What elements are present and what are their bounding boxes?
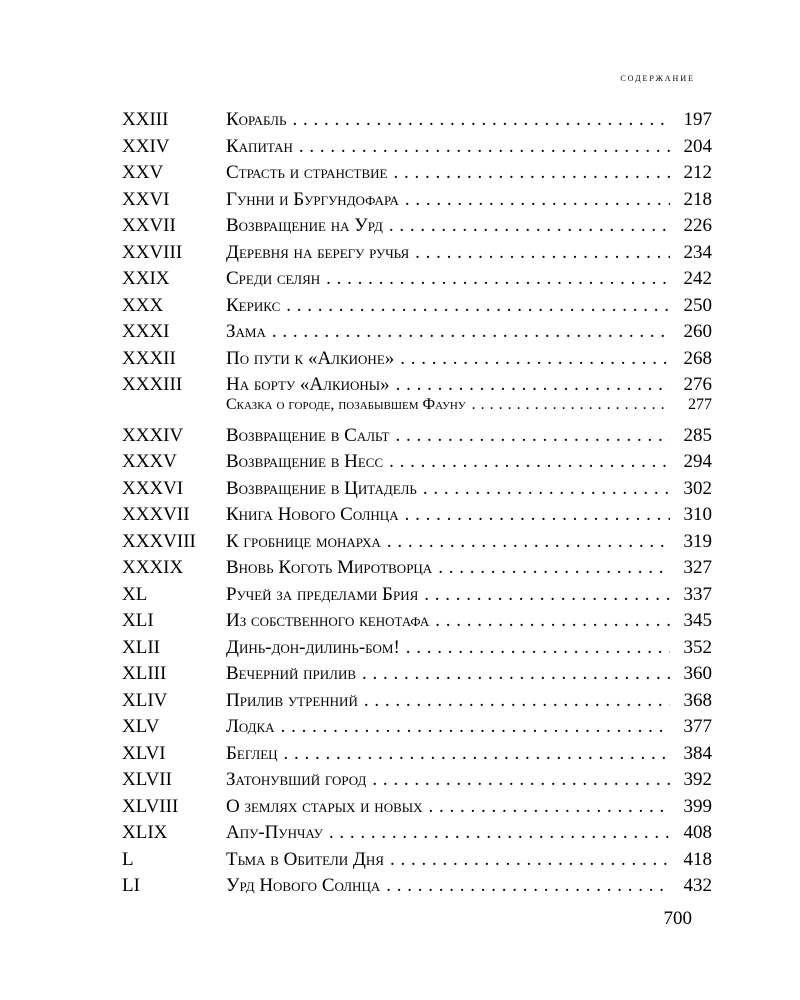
chapter-number: XXXVI (122, 477, 184, 499)
chapter-page: 337 (683, 583, 712, 605)
chapter-title-cell (226, 266, 670, 293)
chapter-page: 260 (683, 321, 712, 342)
chapter-page: 384 (683, 742, 712, 764)
toc-entry (122, 346, 712, 373)
toc-entry (122, 502, 712, 529)
toc-entry (122, 187, 712, 214)
chapter-page: 302 (683, 477, 712, 499)
chapter-page: 197 (683, 109, 712, 130)
toc-entry (122, 582, 712, 609)
dot-leader (299, 134, 670, 161)
chapter-title: Возвращение в Несс (226, 451, 384, 472)
toc-entry (122, 767, 712, 794)
chapter-title: Сказка о городе, позабывшем Фауну (226, 395, 466, 413)
chapter-title: О землях старых и новых (226, 795, 423, 817)
chapter-title: Керикс (226, 294, 281, 316)
dot-leader (364, 688, 670, 715)
chapter-number: XL (122, 583, 148, 605)
running-head: содержание (620, 70, 695, 84)
dot-leader (386, 873, 670, 900)
toc-entry (122, 423, 712, 450)
chapter-number: XXIX (122, 268, 170, 289)
chapter-title-cell (226, 476, 670, 503)
chapter-title-cell (226, 714, 670, 741)
chapter-number: XLI (122, 610, 154, 631)
chapter-number: XXXIX (122, 557, 184, 578)
chapter-number: XXVIII (122, 241, 183, 263)
chapter-number: L (122, 848, 134, 870)
chapter-title: Из собственного кенотафа (226, 610, 430, 631)
chapter-page: 268 (683, 347, 712, 369)
dot-leader (428, 794, 670, 821)
dot-leader (362, 661, 670, 688)
chapter-page: 242 (683, 268, 712, 289)
toc-entry (122, 688, 712, 715)
chapter-title-cell (226, 582, 670, 609)
chapter-title-cell (226, 134, 670, 161)
chapter-title-cell (226, 187, 670, 214)
toc-entry (122, 449, 712, 476)
chapter-title: Беглец (226, 742, 278, 764)
chapter-title-cell (226, 873, 670, 900)
chapter-number: XXIII (122, 109, 169, 130)
dot-leader (406, 635, 670, 662)
chapter-title: Ручей за пределами Брия (226, 583, 419, 605)
chapter-page: 226 (683, 215, 712, 236)
chapter-title-cell (226, 635, 670, 662)
chapter-title-cell (226, 213, 670, 240)
chapter-title-cell (226, 555, 670, 582)
chapter-title: Лодка (226, 716, 275, 737)
chapter-title: К гробнице монарха (226, 530, 381, 552)
chapter-page: 212 (683, 162, 712, 183)
chapter-page: 377 (683, 716, 712, 737)
chapter-number: XLVI (122, 742, 166, 764)
chapter-title: Вечерний прилив (226, 663, 357, 684)
chapter-number: XXV (122, 162, 164, 183)
chapter-title: Динь-дон-дилинь-бом! (226, 636, 400, 658)
toc-entry (122, 213, 712, 240)
chapter-title-cell (226, 661, 670, 688)
chapter-page: 277 (688, 395, 712, 413)
toc-entry (122, 476, 712, 503)
chapter-title-cell (226, 688, 670, 715)
chapter-title: Прилив утренний (226, 689, 358, 711)
chapter-title: Вновь Коготь Миротворца (226, 557, 433, 578)
toc-entry (122, 293, 712, 320)
chapter-number: XXVI (122, 188, 170, 210)
chapter-title: Возвращение на Урд (226, 215, 383, 236)
chapter-number: XXXIII (122, 374, 183, 395)
dot-leader (286, 293, 670, 320)
chapter-number: XXXV (122, 451, 177, 472)
chapter-title-cell (226, 767, 670, 794)
chapter-page: 327 (683, 557, 712, 578)
chapter-number: XLIII (122, 663, 167, 684)
chapter-number: XLV (122, 716, 160, 737)
chapter-page: 276 (683, 374, 712, 395)
chapter-title: Среди селян (226, 268, 321, 289)
chapter-title: Капитан (226, 135, 293, 157)
chapter-title-cell (226, 794, 670, 821)
chapter-number: XLVIII (122, 795, 179, 817)
dot-leader (281, 714, 670, 741)
chapter-page: 352 (683, 636, 712, 658)
dot-leader (390, 847, 670, 874)
chapter-page: 392 (683, 769, 712, 790)
chapter-page: 418 (683, 848, 712, 870)
toc-entry (122, 319, 712, 346)
chapter-page: 250 (683, 294, 712, 316)
chapter-title-cell (226, 240, 670, 267)
chapter-page: 345 (683, 610, 712, 631)
chapter-title: Возвращение в Цитадель (226, 477, 417, 499)
dot-leader (272, 319, 670, 346)
chapter-title: Книга Нового Солнца (226, 504, 399, 525)
toc-entry (122, 820, 712, 847)
chapter-title: Зама (226, 321, 266, 342)
chapter-title-cell (226, 394, 670, 416)
dot-leader (405, 187, 670, 214)
dot-leader (389, 213, 670, 240)
chapter-page: 399 (683, 795, 712, 817)
chapter-title: Возвращение в Сальт (226, 424, 390, 446)
chapter-number: XXXII (122, 347, 176, 369)
chapter-page: 432 (683, 875, 712, 896)
chapter-title: По пути к «Алкионе» (226, 347, 395, 369)
dot-leader (329, 820, 670, 847)
dot-leader (405, 502, 670, 529)
dot-leader (472, 394, 670, 416)
chapter-number: XLIV (122, 689, 168, 711)
toc-entry (122, 608, 712, 635)
chapter-title-cell (226, 293, 670, 320)
chapter-title-cell (226, 820, 670, 847)
chapter-title-cell (226, 741, 670, 768)
dot-leader (395, 423, 670, 450)
chapter-number: XLIX (122, 822, 168, 843)
toc-entry (122, 741, 712, 768)
toc-entry (122, 794, 712, 821)
dot-leader (438, 555, 670, 582)
chapter-number: LI (122, 875, 140, 896)
chapter-title-cell (226, 346, 670, 373)
chapter-title: Гунни и Бургундофара (226, 188, 399, 210)
chapter-title: На борту «Алкионы» (226, 374, 390, 395)
toc-entry (122, 160, 712, 187)
chapter-number: XXIV (122, 135, 170, 157)
dot-leader (424, 582, 670, 609)
dot-leader (292, 107, 670, 134)
chapter-title: Апу-Пунчау (226, 822, 323, 843)
table-of-contents (122, 107, 712, 900)
chapter-page: 368 (683, 689, 712, 711)
chapter-number: XXXIV (122, 424, 184, 446)
toc-entry (122, 107, 712, 134)
chapter-title: Деревня на берегу ручья (226, 241, 410, 263)
chapter-page: 294 (683, 451, 712, 472)
toc-entry (122, 529, 712, 556)
toc-entry (122, 847, 712, 874)
toc-entry (122, 134, 712, 161)
dot-leader (423, 476, 670, 503)
chapter-number: XXXVIII (122, 530, 196, 552)
dot-leader (415, 240, 670, 267)
chapter-number: XLVII (122, 769, 172, 790)
chapter-page: 310 (683, 504, 712, 525)
chapter-page: 204 (683, 135, 712, 157)
dot-leader (372, 767, 670, 794)
chapter-title-cell (226, 608, 670, 635)
chapter-number: XXXVII (122, 504, 190, 525)
toc-entry (122, 873, 712, 900)
dot-leader (284, 741, 670, 768)
chapter-title-cell (226, 529, 670, 556)
toc-entry (122, 555, 712, 582)
dot-leader (393, 160, 670, 187)
chapter-title: Корабль (226, 109, 287, 130)
chapter-number: XXVII (122, 215, 176, 236)
chapter-number: XXX (122, 294, 164, 316)
page-number: 700 (663, 908, 692, 929)
dot-leader (400, 346, 670, 373)
toc-entry (122, 266, 712, 293)
chapter-title-cell (226, 449, 670, 476)
chapter-title-cell (226, 502, 670, 529)
dot-leader (387, 529, 670, 556)
chapter-title: Затонувший город (226, 769, 367, 790)
chapter-page: 408 (683, 822, 712, 843)
dot-leader (326, 266, 670, 293)
chapter-page: 234 (683, 241, 712, 263)
chapter-page: 360 (683, 663, 712, 684)
chapter-number: XXXI (122, 321, 170, 342)
chapter-title-cell (226, 319, 670, 346)
chapter-title-cell (226, 160, 670, 187)
toc-entry (122, 635, 712, 662)
toc-entry (122, 240, 712, 267)
toc-entry (122, 661, 712, 688)
toc-entry (122, 714, 712, 741)
chapter-page: 218 (683, 188, 712, 210)
chapter-title-cell (226, 423, 670, 450)
dot-leader (435, 608, 670, 635)
chapter-title: Страсть и странствие (226, 162, 388, 183)
chapter-title: Тьма в Обители Дня (226, 848, 384, 870)
chapter-number: XLII (122, 636, 160, 658)
chapter-title: Урд Нового Солнца (226, 875, 381, 896)
chapter-page: 285 (683, 424, 712, 446)
dot-leader (389, 449, 670, 476)
chapter-title-cell (226, 107, 670, 134)
chapter-title-cell (226, 847, 670, 874)
chapter-page: 319 (683, 530, 712, 552)
